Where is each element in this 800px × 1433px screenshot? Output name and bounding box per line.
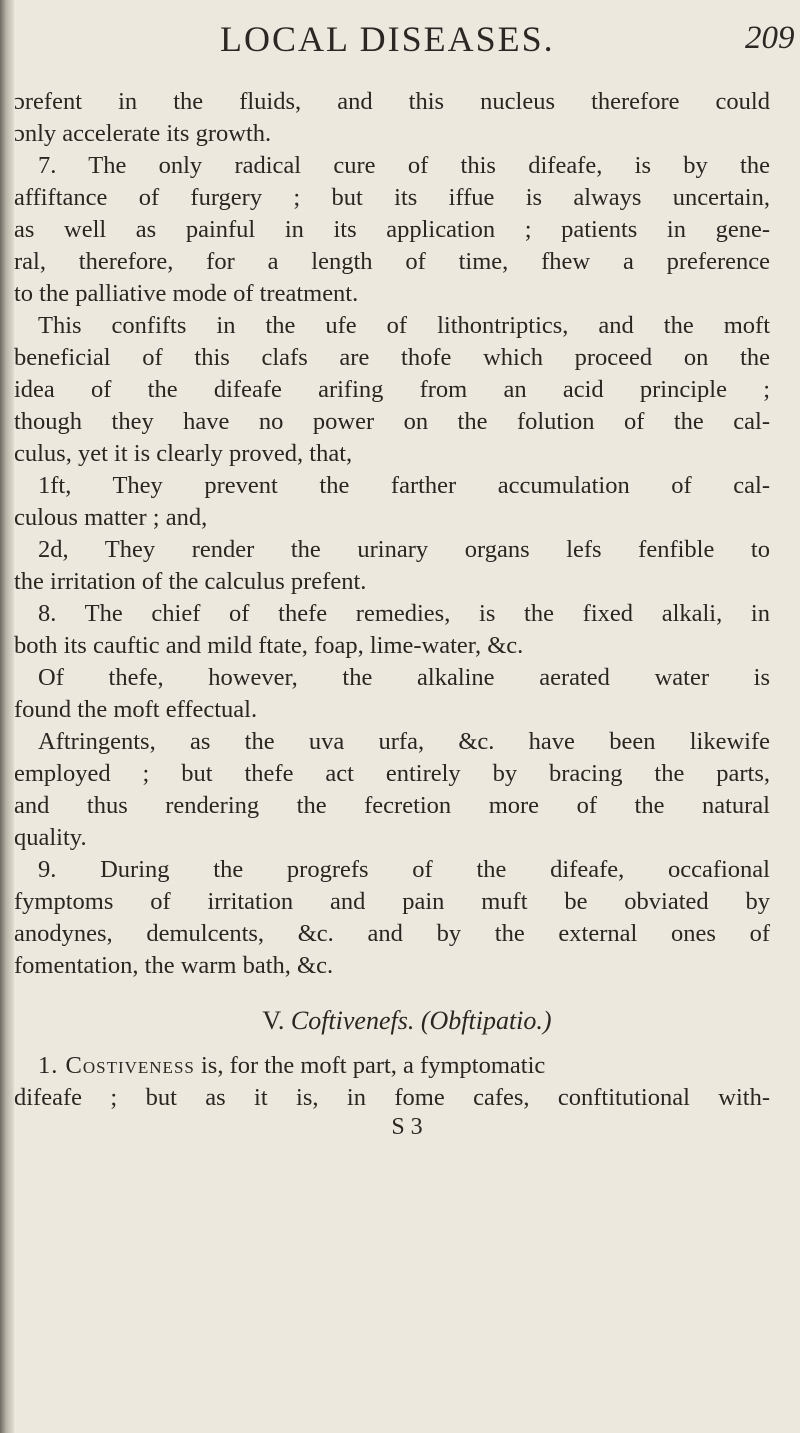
text-line: 2d, They render the urinary organs lefs fenfible to bbox=[38, 536, 770, 563]
text-line: 8. The chief of thefe remedies, is the fixed alkali, in bbox=[38, 600, 770, 627]
text-line: difeafe ; but as it is, in fome cafes, conftitutional with- bbox=[14, 1084, 770, 1111]
text-line: fymptoms of irritation and pain muft be obviated by bbox=[14, 888, 770, 915]
page-header bbox=[14, 18, 800, 68]
book-spine-shadow bbox=[0, 0, 14, 1433]
page-number: 209 bbox=[745, 20, 795, 56]
section-heading bbox=[14, 1004, 800, 1038]
text-line: affiftance of furgery ; but its iffue is always uncertain, bbox=[14, 184, 770, 211]
paragraph-lead: 1. Costiveness bbox=[38, 1052, 195, 1079]
text-line: ɔnly accelerate its growth. bbox=[14, 120, 272, 147]
text-line: quality. bbox=[14, 824, 87, 851]
running-head: LOCAL DISEASES. bbox=[220, 19, 555, 59]
text-line: Aftringents, as the uva urfa, &c. have been likewife bbox=[38, 728, 770, 755]
book-page bbox=[14, 0, 800, 1433]
paragraph-start bbox=[14, 1050, 545, 1082]
text-line: 9. During the progrefs of the difeafe, occafional bbox=[38, 856, 770, 883]
text-line: This confifts in the ufe of lithontriptics, and the moft bbox=[38, 312, 770, 339]
section-number: V. bbox=[262, 1006, 285, 1035]
text-line: as well as painful in its application ; patients in gene- bbox=[14, 216, 770, 243]
text-line: and thus rendering the fecretion more of the natural bbox=[14, 792, 770, 819]
text-line: culus, yet it is clearly proved, that, bbox=[14, 440, 353, 467]
section-title: Coftivenefs. bbox=[290, 1006, 415, 1035]
section-latin-title: (Obftipatio.) bbox=[420, 1006, 552, 1035]
text-line: anodynes, demulcents, &c. and by the external ones of bbox=[14, 920, 770, 947]
text-line: ɔrefent in the fluids, and this nucleus therefore could bbox=[14, 88, 770, 115]
text-line: Of thefe, however, the alkaline aerated water is bbox=[38, 664, 770, 691]
text-line: found the moft effectual. bbox=[14, 696, 258, 723]
text-line: 7. The only radical cure of this difeafe, is by the bbox=[38, 152, 770, 179]
text-line: beneficial of this clafs are thofe which proceed on the bbox=[14, 344, 770, 371]
signature-mark: S 3 bbox=[391, 1114, 423, 1140]
text-line: idea of the difeafe arifing from an acid principle ; bbox=[14, 376, 770, 403]
text-line: 1ft, They prevent the farther accumulation of cal- bbox=[38, 472, 770, 499]
text-line: employed ; but thefe act entirely by bracing the parts, bbox=[14, 760, 770, 787]
text-line: fomentation, the warm bath, &c. bbox=[14, 952, 334, 979]
text-line: to the palliative mode of treatment. bbox=[14, 280, 359, 307]
text-line: is, for the moft part, a fymptomatic bbox=[194, 1052, 546, 1079]
text-line: though they have no power on the folution of the cal- bbox=[14, 408, 770, 435]
text-line: ral, therefore, for a length of time, fhew a preference bbox=[14, 248, 770, 275]
text-line: both its cauftic and mild ftate, foap, lime-water, &c. bbox=[14, 632, 524, 659]
text-line: culous matter ; and, bbox=[14, 504, 208, 531]
text-line: the irritation of the calculus prefent. bbox=[14, 568, 367, 595]
